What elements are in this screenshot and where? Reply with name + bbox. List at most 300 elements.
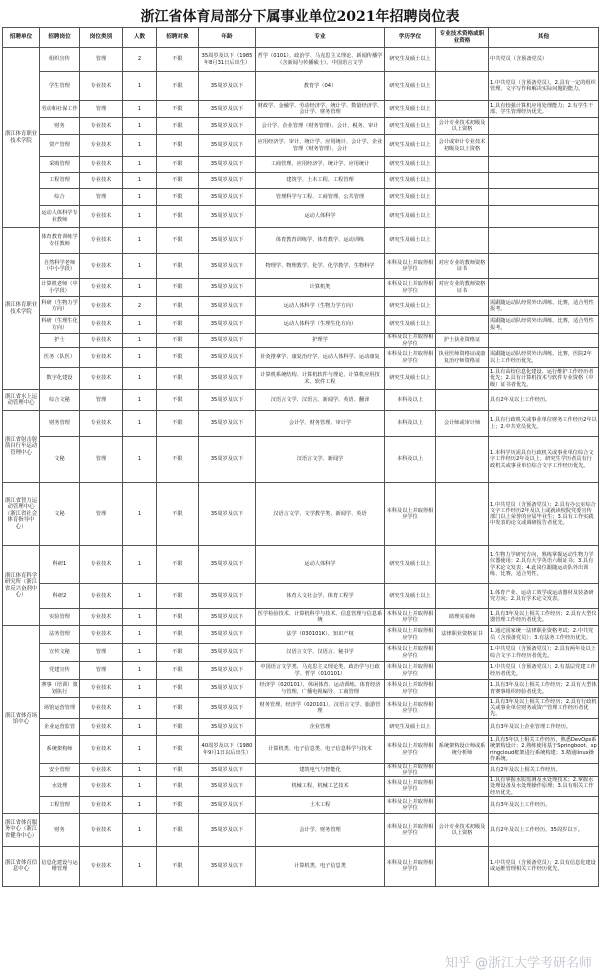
column-header: 招聘岗位 (40, 28, 80, 48)
pos-cell: 自然科学老师（中小学段） (40, 254, 80, 279)
edu-cell: 本科及以上并取得相应学位 (385, 813, 436, 846)
pos-cell: 安全管理 (40, 764, 80, 777)
age-cell: 35周岁及以下 (199, 644, 256, 662)
column-header: 岗位类别 (80, 28, 123, 48)
type-cell: 专业技术 (80, 719, 123, 736)
target-cell: 不限 (157, 736, 199, 764)
edu-cell: 本科及以上并取得相应学位 (385, 334, 436, 348)
major-cell: 运动人体科学 (256, 546, 385, 584)
num-cell: 1 (123, 483, 157, 546)
other-cell (489, 135, 599, 157)
major-cell: 针灸推拿学、康复治疗学、运动人体科学、运动康复 (256, 348, 385, 368)
major-cell: 法学（030101K）、知识产权 (256, 626, 385, 644)
target-cell: 不限 (157, 546, 199, 584)
age-cell: 35周岁及以下（1985年8月31日后出生） (199, 48, 256, 72)
num-cell: 1 (123, 437, 157, 483)
pos-cell: 医务（队医） (40, 348, 80, 368)
num-cell: 1 (123, 101, 157, 118)
edu-cell: 本科及以上并取得相应学位 (385, 777, 436, 796)
cert-cell (436, 390, 489, 411)
pos-cell: 财务管理 (40, 411, 80, 437)
num-cell: 1 (123, 368, 157, 390)
target-cell: 不限 (157, 135, 199, 157)
type-cell: 专业技术 (80, 764, 123, 777)
type-cell: 专业技术 (80, 135, 123, 157)
other-cell: 1.中共党员（含预备党员）；2.具有办公室综合文字工作经历2年及以上或就读校院党委宣传部门以上荣誉的应届毕业生；3.具有工作实践中发表的论文或调研报告者优先。 (489, 483, 599, 546)
edu-cell: 研究生及硕士以上 (385, 719, 436, 736)
pos-cell: 护士 (40, 334, 80, 348)
major-cell: 计算机类、电子信息类 (256, 846, 385, 886)
age-cell: 35周岁及以下 (199, 72, 256, 101)
age-cell: 35周岁及以下 (199, 719, 256, 736)
type-cell: 专业技术 (80, 736, 123, 764)
other-cell: 需跟随运动队经常外出训练、比赛，适合男性报考。 (489, 316, 599, 334)
type-cell: 管理 (80, 437, 123, 483)
major-cell: 计算机类 (256, 279, 385, 297)
column-header: 专业 (256, 28, 385, 48)
edu-cell: 研究生及硕士以上 (385, 368, 436, 390)
cert-cell: 执业医师资格证或康复治疗师资格证 (436, 348, 489, 368)
type-cell: 专业技术 (80, 546, 123, 584)
age-cell: 35周岁及以下 (199, 334, 256, 348)
type-cell: 专业技术 (80, 173, 123, 189)
num-cell: 1 (123, 206, 157, 228)
target-cell: 不限 (157, 626, 199, 644)
major-cell: 汉语言文学、新闻学 (256, 437, 385, 483)
pos-cell: 体育教育训练学专任教师 (40, 228, 80, 254)
target-cell: 不限 (157, 279, 199, 297)
table-row (3, 644, 599, 662)
major-cell: 会计学、财务管理 (256, 813, 385, 846)
target-cell: 不限 (157, 316, 199, 334)
other-cell: 具有2年及以上工作经历。 (489, 390, 599, 411)
unit-name-cell: 浙江省水上运动管理中心 (3, 390, 40, 411)
edu-cell: 本科及以上并取得相应学位 (385, 626, 436, 644)
cert-cell: 对应专业的教师资格证书 (436, 254, 489, 279)
cert-cell (436, 680, 489, 698)
type-cell: 专业技术 (80, 626, 123, 644)
type-cell: 专业技术 (80, 411, 123, 437)
type-cell: 专业技术 (80, 680, 123, 698)
table-row (3, 626, 599, 644)
num-cell: 1 (123, 698, 157, 719)
num-cell: 1 (123, 334, 157, 348)
cert-cell (436, 764, 489, 777)
type-cell: 专业技术 (80, 254, 123, 279)
major-cell: 哲学（0101）、政治学、马克思主义理论、新闻传播学（含新闻与传播硕士）、中国语言文学 (256, 48, 385, 72)
major-cell: 汉语言文学、文学教学类、新闻学、英语 (256, 483, 385, 546)
type-cell: 管理 (80, 644, 123, 662)
target-cell: 不限 (157, 48, 199, 72)
major-cell: 中国语言文学类、马克思主义理论类、政治学与行政学、哲学（010101） (256, 662, 385, 680)
pos-cell: 工程管理 (40, 796, 80, 813)
table-row (3, 437, 599, 483)
age-cell: 35周岁及以下 (199, 118, 256, 135)
type-cell: 管理 (80, 189, 123, 206)
type-cell: 专业技术 (80, 157, 123, 173)
age-cell: 35周岁及以下 (199, 101, 256, 118)
table-row (3, 101, 599, 118)
pos-cell: 法务管理 (40, 626, 80, 644)
other-cell: 1.中共党员（含预备党员）；2.有基层党建工作经历者优先。 (489, 662, 599, 680)
major-cell: 护理学 (256, 334, 385, 348)
table-row (3, 334, 599, 348)
type-cell: 专业技术 (80, 777, 123, 796)
other-cell: 具有2年及以上相关工作经历。 (489, 764, 599, 777)
watermark-text: 知乎 @浙江大学考研名师 (444, 956, 592, 971)
num-cell: 1 (123, 764, 157, 777)
age-cell: 35周岁及以下 (199, 626, 256, 644)
cert-cell: 助理实验师 (436, 609, 489, 626)
pos-cell: 财务 (40, 118, 80, 135)
pos-cell: 企业运营监管 (40, 719, 80, 736)
other-cell: 1.本科学历需具有行政机关或事业单位综合文字工作经历2年及以上，研究生学历者具有行政机关或事业单位综合文字工作经历优先。 (489, 437, 599, 483)
num-cell: 1 (123, 348, 157, 368)
num-cell: 1 (123, 189, 157, 206)
age-cell: 35周岁及以下 (199, 348, 256, 368)
cert-cell (436, 101, 489, 118)
major-cell: 运动人体科学（生理生化方向） (256, 316, 385, 334)
age-cell: 35周岁及以下 (199, 206, 256, 228)
target-cell: 不限 (157, 173, 199, 189)
unit-name-cell: 浙江省智力运动管理中心（浙江省社会体育指导中心） (3, 483, 40, 546)
cert-cell (436, 48, 489, 72)
type-cell: 专业技术 (80, 206, 123, 228)
num-cell: 2 (123, 297, 157, 316)
num-cell: 1 (123, 118, 157, 135)
cert-cell (436, 437, 489, 483)
edu-cell: 本科及以上 (385, 390, 436, 411)
num-cell: 1 (123, 644, 157, 662)
target-cell: 不限 (157, 437, 199, 483)
table-row (3, 390, 599, 411)
age-cell: 35周岁及以下 (199, 316, 256, 334)
num-cell: 1 (123, 719, 157, 736)
target-cell: 不限 (157, 813, 199, 846)
age-cell: 35周岁及以下 (199, 173, 256, 189)
other-cell: 1.具有3年及以上相关工作经历；2.具有行政机关或事业单位财务或资产管理工作经历者优先。 (490, 698, 597, 718)
target-cell: 不限 (157, 680, 199, 698)
cert-cell (436, 189, 489, 206)
table-row (3, 228, 599, 254)
major-cell: 应用经济学、审计、统计学、应用统计、会计学、企业管理（财务管理）、会计 (256, 135, 385, 157)
num-cell: 1 (123, 846, 157, 886)
type-cell: 专业技术 (80, 118, 123, 135)
unit-name-cell: 浙江省体育服务中心（浙江省健身中心） (3, 813, 40, 846)
age-cell: 35周岁及以下 (199, 254, 256, 279)
edu-cell: 本科及以上 (385, 437, 436, 483)
edu-cell: 本科及以上并取得相应学位 (385, 644, 436, 662)
age-cell: 35周岁及以下 (199, 368, 256, 390)
age-cell: 35周岁及以下 (199, 437, 256, 483)
target-cell: 不限 (157, 254, 199, 279)
other-cell (489, 334, 599, 348)
edu-cell: 研究生及硕士以上 (385, 206, 436, 228)
target-cell: 不限 (157, 644, 199, 662)
table-row (3, 206, 599, 228)
major-cell: 会计学、财务管理、审计学 (256, 411, 385, 437)
column-header: 其他 (489, 28, 599, 48)
edu-cell: 本科及以上并取得相应学位 (385, 796, 436, 813)
age-cell: 35周岁及以下 (199, 680, 256, 698)
age-cell: 35周岁及以下 (199, 584, 256, 609)
num-cell: 1 (123, 411, 157, 437)
major-cell: 经济学（020101）、休闲体育、运动训练、体育经济与管理、广播电视编导、工商管理 (256, 680, 385, 698)
table-row (3, 483, 599, 546)
type-cell: 管理 (80, 48, 123, 72)
table-row (3, 368, 599, 390)
edu-cell: 研究生及硕士以上 (385, 118, 436, 135)
other-cell: 1.具有掌握水质监测及水处理技术；2.掌握水处理设备及水处理操作原理；3.具有相关工作经历优先。 (489, 777, 599, 796)
major-cell: 工商管理、应用经济学、统计学、应用统计 (256, 157, 385, 173)
num-cell: 1 (123, 279, 157, 297)
table-row (3, 411, 599, 437)
other-cell: 1.具有行政机关或事业单位财务工作经历2年以上；2.中共党员优先。 (489, 411, 599, 437)
unit-name-cell: 浙江省体育场馆中心 (3, 626, 40, 814)
unit-name-cell: 浙江省射击射箭自行车运动管理中心 (3, 411, 40, 483)
table-row (3, 846, 599, 886)
recruitment-table (2, 27, 599, 887)
target-cell: 不限 (157, 348, 199, 368)
major-cell: 汉语言文学、汉语言、新闻学、英语、翻译 (256, 390, 385, 411)
pos-cell: 水处理 (40, 777, 80, 796)
age-cell: 35周岁及以下 (199, 228, 256, 254)
major-cell: 体育人文社会学、体育工程学 (256, 584, 385, 609)
num-cell: 1 (123, 662, 157, 680)
type-cell: 专业技术 (80, 334, 123, 348)
age-cell: 35周岁及以下 (199, 846, 256, 886)
major-cell: 计算机类、电子信息类、电子信息科学与技术 (256, 736, 385, 764)
target-cell: 不限 (157, 846, 199, 886)
target-cell: 不限 (157, 584, 199, 609)
edu-cell: 研究生及硕士以上 (385, 72, 436, 101)
cert-cell (436, 483, 489, 546)
type-cell: 管理 (80, 662, 123, 680)
edu-cell: 研究生及硕士以上 (385, 48, 436, 72)
table-row (3, 609, 599, 626)
target-cell: 不限 (157, 662, 199, 680)
major-cell: 运动人体科学（生物力学方向） (256, 297, 385, 316)
column-header: 学历学位 (385, 28, 436, 48)
cert-cell (436, 777, 489, 796)
age-cell: 35周岁及以下 (199, 777, 256, 796)
target-cell: 不限 (157, 157, 199, 173)
table-row (3, 189, 599, 206)
major-cell: 企业管理 (256, 719, 385, 736)
type-cell: 专业技术 (80, 279, 123, 297)
pos-cell: 科研（生理生化方向） (40, 316, 80, 334)
pos-cell: 场馆运营管理 (40, 698, 80, 719)
num-cell: 1 (123, 609, 157, 626)
other-cell: 需跟随运动队经常外出训练、比赛，医院2年以上工作经历优先。 (489, 348, 599, 368)
pos-cell: 实验管理 (40, 609, 80, 626)
other-cell (489, 279, 599, 297)
pos-cell: 文秘 (40, 437, 80, 483)
major-cell: 会计学、企业管理（财务管理）、会计、税务、审计 (256, 118, 385, 135)
edu-cell: 研究生及硕士以上 (385, 546, 436, 584)
table-row (3, 698, 599, 719)
type-cell: 管理 (80, 101, 123, 118)
target-cell: 不限 (157, 698, 199, 719)
other-cell (489, 189, 599, 206)
target-cell: 不限 (157, 228, 199, 254)
pos-cell: 科研2 (40, 584, 80, 609)
table-row (3, 297, 599, 316)
edu-cell: 研究生及硕士以上 (385, 189, 436, 206)
edu-cell: 本科及以上并取得相应学位 (385, 348, 436, 368)
column-header: 招聘单位 (3, 28, 40, 48)
other-cell: 1.具有3年及以上相关工作经历；2.具有大型体育赛事组织经验者优先。 (489, 680, 599, 698)
table-row (3, 813, 599, 846)
pos-cell: 资产管理 (40, 135, 80, 157)
pos-cell: 学生管理 (40, 72, 80, 101)
num-cell: 1 (123, 680, 157, 698)
edu-cell: 本科及以上并取得相应学位 (385, 736, 436, 764)
age-cell: 35周岁及以下 (199, 662, 256, 680)
num-cell: 1 (123, 390, 157, 411)
column-header: 招聘对象 (157, 28, 199, 48)
edu-cell: 本科及以上 (385, 411, 436, 437)
cert-cell (436, 173, 489, 189)
num-cell: 1 (123, 173, 157, 189)
age-cell: 35周岁及以下 (199, 609, 256, 626)
edu-cell: 研究生及硕士以上 (385, 316, 436, 334)
major-cell: 建筑学、土木工程、工程管理 (256, 173, 385, 189)
cert-cell (436, 297, 489, 316)
cert-cell (436, 846, 489, 886)
target-cell: 不限 (157, 118, 199, 135)
table-row (3, 736, 599, 764)
major-cell: 体育教育训练学、体育教学、运动训练 (256, 228, 385, 254)
type-cell: 管理 (80, 390, 123, 411)
age-cell: 35周岁及以下 (199, 698, 256, 719)
pos-cell: 计算机老师（中小学段） (40, 279, 80, 297)
pos-cell: 综合文秘 (40, 390, 80, 411)
pos-cell: 科研（生物力学方向） (40, 297, 80, 316)
age-cell: 35周岁及以下 (199, 483, 256, 546)
num-cell: 1 (123, 316, 157, 334)
cert-cell (436, 584, 489, 609)
table-row (3, 719, 599, 736)
edu-cell: 本科及以上并取得相应学位 (385, 279, 436, 297)
table-row (3, 796, 599, 813)
column-header: 专业技术资格或职业资格 (436, 28, 489, 48)
pos-cell: 信息化建设与运维管理 (40, 846, 80, 886)
type-cell: 专业技术 (80, 316, 123, 334)
age-cell: 35周岁及以下 (199, 411, 256, 437)
type-cell: 专业技术 (80, 846, 123, 886)
pos-cell: 采购管理 (40, 157, 80, 173)
num-cell: 1 (123, 546, 157, 584)
pos-cell: 运动人体科学专业教师 (40, 206, 80, 228)
target-cell: 不限 (157, 609, 199, 626)
edu-cell: 本科及以上并取得相应学位 (385, 698, 436, 719)
other-cell: 1.中共党员（含预备党员）。2.具有一定的组织管理、文字写作和解决实际问题的能力。 (489, 72, 599, 101)
other-cell (489, 157, 599, 173)
pos-cell: 文秘 (40, 483, 80, 546)
type-cell: 专业技术 (80, 228, 123, 254)
cert-cell: 系统架构设计师或系统分析师 (436, 736, 489, 764)
edu-cell: 研究生及硕士以上 (385, 157, 436, 173)
column-header: 年龄 (199, 28, 256, 48)
cert-cell (436, 719, 489, 736)
document-title: 浙江省体育局部分下属事业单位2021年招聘岗位表 (140, 9, 460, 25)
target-cell: 不限 (157, 390, 199, 411)
age-cell: 35周岁及以下 (199, 796, 256, 813)
table-row (3, 72, 599, 101)
type-cell: 专业技术 (80, 796, 123, 813)
type-cell: 专业技术 (80, 698, 123, 719)
other-cell: 具有3年及以上工作经历。 (489, 796, 599, 813)
cert-cell (436, 206, 489, 228)
age-cell: 35周岁及以下 (199, 135, 256, 157)
other-cell: 1.通过国家统一法律职业资格考试；2.中共党员（含预备党员）；3.有法务工作经历优先。 (489, 626, 599, 644)
pos-cell: 劳动和社保工作 (40, 101, 80, 118)
edu-cell: 本科及以上并取得相应学位 (385, 609, 436, 626)
age-cell: 35周岁及以下 (199, 189, 256, 206)
cert-cell: 法律职业资格证书 (436, 626, 489, 644)
other-cell: 1.中共党员（含预备党员）；2.具有信息化建设或运维管理相关工作经历优先。 (489, 846, 599, 886)
table-row (3, 173, 599, 189)
other-cell: 1.生物力学研究方向，熟练掌握运动生物力学仪器使用；2.具有大学英语六级证书；3.具有学术论文发表；4.此岗位跟随运动队外出训练、比赛，适合男性。 (489, 546, 599, 584)
table-row (3, 584, 599, 609)
table-header-row (3, 28, 599, 48)
age-cell: 35周岁及以下 (199, 390, 256, 411)
target-cell: 不限 (157, 206, 199, 228)
other-cell: 1.具有高校信息化建设、运行维护工作经历者优先；2.具有计算机技术与软件专业资格（中级）证书者优先。 (489, 368, 599, 390)
unit-name-cell: 浙江省体育信息中心 (3, 846, 40, 886)
pos-cell: 综合 (40, 189, 80, 206)
num-cell: 1 (123, 135, 157, 157)
target-cell: 不限 (157, 189, 199, 206)
edu-cell: 本科及以上并取得相应学位 (385, 680, 436, 698)
edu-cell: 研究生及硕士以上 (385, 135, 436, 157)
major-cell: 教育学（04） (256, 72, 385, 101)
edu-cell: 本科及以上并取得相应学位 (385, 846, 436, 886)
major-cell: 机械工程、机械工艺技术 (256, 777, 385, 796)
pos-cell: 组织宣传 (40, 48, 80, 72)
cert-cell (436, 316, 489, 334)
column-header: 人数 (123, 28, 157, 48)
target-cell: 不限 (157, 483, 199, 546)
type-cell: 管理 (80, 483, 123, 546)
target-cell: 不限 (157, 796, 199, 813)
pos-cell: 工程管理 (40, 173, 80, 189)
pos-cell: 系统架构师 (40, 736, 80, 764)
age-cell: 40周岁及以下（1980年9月1日以后出生） (199, 736, 256, 764)
type-cell: 专业技术 (80, 368, 123, 390)
pos-cell: 科研1 (40, 546, 80, 584)
cert-cell: 护士执业资格证 (436, 334, 489, 348)
major-cell: 物理学、物理教学、化学、化学教学、生物科学 (256, 254, 385, 279)
edu-cell: 研究生及硕士以上 (385, 228, 436, 254)
num-cell: 2 (123, 48, 157, 72)
unit-name-cell: 浙江体育职业技术学院 (3, 48, 40, 228)
age-cell: 35周岁及以下 (199, 297, 256, 316)
target-cell: 不限 (157, 101, 199, 118)
cert-cell (436, 157, 489, 173)
other-cell: 具有3年及以上企业管理工作经历。 (489, 719, 599, 736)
num-cell: 1 (123, 626, 157, 644)
type-cell: 专业技术 (80, 584, 123, 609)
cert-cell (436, 644, 489, 662)
num-cell: 1 (123, 584, 157, 609)
edu-cell: 研究生及硕士以上 (385, 101, 436, 118)
major-cell: 医学检验技术、计算机科学与技术、信息管理与信息系统 (256, 609, 385, 626)
major-cell: 计算机系统结构、计算机软件与理论、计算机应用技术、软件工程 (256, 368, 385, 390)
age-cell: 35周岁及以下 (199, 157, 256, 173)
edu-cell: 研究生及硕士以上 (385, 297, 436, 316)
